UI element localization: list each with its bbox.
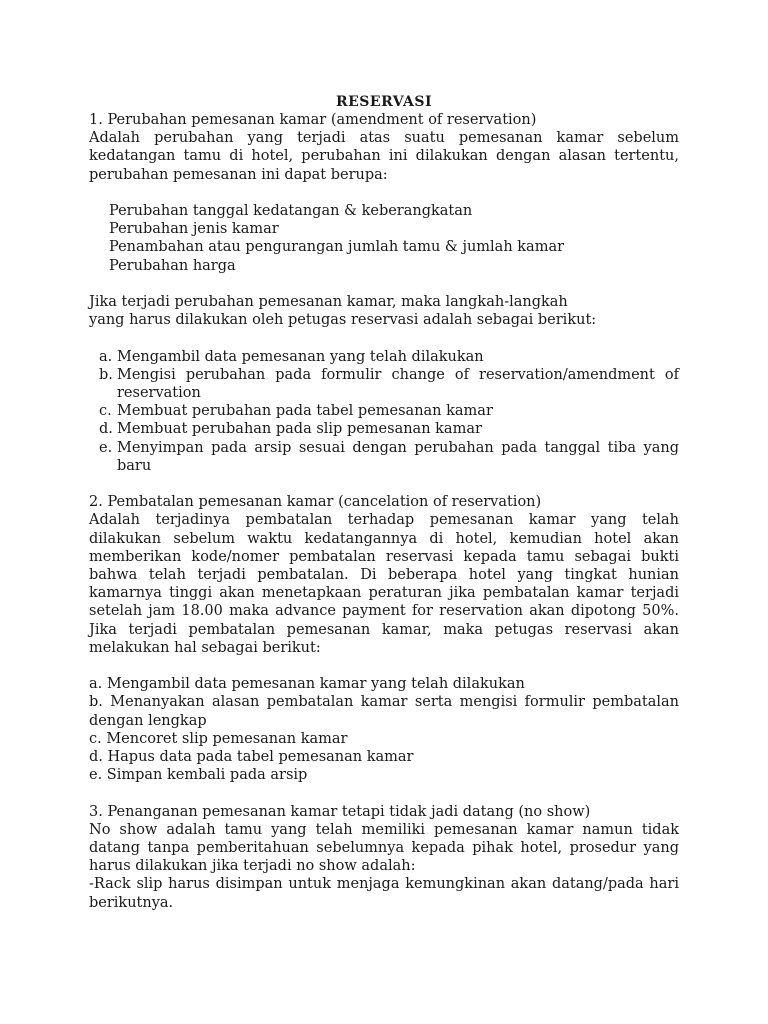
list-item: Perubahan jenis kamar bbox=[109, 221, 279, 238]
section2-steps-list bbox=[89, 675, 679, 784]
list-item-text: Mengambil data pemesanan yang telah dilakukan bbox=[117, 348, 484, 365]
list-item-text: Membuat perubahan pada slip pemesanan kamar bbox=[117, 421, 482, 438]
list-item-text: Menyimpan pada arsip sesuai dengan perubahan pada tanggal tiba yang baru bbox=[117, 439, 679, 474]
list-item: Perubahan tanggal kedatangan & keberangkatan bbox=[109, 203, 473, 219]
list-marker: e. bbox=[99, 439, 113, 456]
section3-heading: 3. Penanganan pemesanan kamar tetapi tidak jadi datang (no show) bbox=[89, 803, 591, 820]
list-item: b. Menanyakan alasan pembatalan kamar serta mengisi formulir pembatalan dengan lengkap bbox=[89, 694, 679, 729]
spacer bbox=[89, 784, 679, 802]
list-item bbox=[99, 366, 679, 402]
spacer bbox=[89, 184, 679, 202]
list-marker: d. bbox=[99, 421, 113, 438]
list-item bbox=[99, 402, 679, 420]
list-marker: c. bbox=[99, 403, 112, 420]
list-marker: b. bbox=[99, 366, 113, 383]
list-item: a. Mengambil data pemesanan kamar yang telah dilakukan bbox=[89, 676, 525, 693]
section1-heading: 1. Perubahan pemesanan kamar (amendment of reservation) bbox=[89, 112, 537, 128]
document-title: RESERVASI bbox=[335, 94, 433, 110]
list-item: c. Mencoret slip pemesanan kamar bbox=[89, 730, 348, 747]
spacer bbox=[89, 275, 679, 293]
spacer bbox=[89, 475, 679, 493]
spacer bbox=[89, 657, 679, 675]
list-item: Penambahan atau pengurangan jumlah tamu & jumlah kamar bbox=[109, 239, 565, 256]
section2-body: Adalah terjadinya pembatalan terhadap pemesanan kamar yang telah dilakukan sebelum waktu kedatangannya di hotel, kemudian hotel akan memberikan kode/nomer pembatalan reservasi kepada tamu sebagai bukti bahwa telah terjadi pembatalan. Di beberapa hotel yang tingkat hunian kamarnya tinggi akan menetapkaan peraturan jika pembatalan kamar terjadi setelah jam 18.00 maka advance payment for reservation akan dipotong 50%. Jika terjadi pembatalan pemesanan kamar, maka petugas reservasi akan melakukan hal sebagai berikut: bbox=[89, 512, 679, 656]
list-item-text: Membuat perubahan pada tabel pemesanan kamar bbox=[117, 403, 493, 420]
section1-changes-list bbox=[89, 202, 679, 275]
section1-intro: Adalah perubahan yang terjadi atas suatu pemesanan kamar sebelum kedatangan tamu di hotel, perubahan ini dilakukan dengan alasan tertentu, perubahan pemesanan ini dapat berupa: bbox=[89, 130, 679, 183]
section2-heading: 2. Pembatalan pemesanan kamar (cancelation of reservation) bbox=[89, 494, 542, 511]
document-page bbox=[89, 93, 679, 912]
list-item: Perubahan harga bbox=[109, 257, 236, 274]
section1-steps-intro-line1: Jika terjadi perubahan pemesanan kamar, maka langkah-langkah bbox=[89, 294, 568, 310]
list-item-text: Mengisi perubahan pada formulir change of reservation/amendment of reservation bbox=[117, 366, 679, 401]
section3-point: -Rack slip harus disimpan untuk menjaga kemungkinan akan datang/pada hari berikutnya. bbox=[89, 876, 679, 911]
list-item: d. Hapus data pada tabel pemesanan kamar bbox=[89, 749, 414, 766]
list-item bbox=[99, 348, 679, 366]
list-marker: a. bbox=[99, 348, 113, 365]
section3-body: No show adalah tamu yang telah memiliki pemesanan kamar namun tidak datang tanpa pemberitahuan sebelumnya kepada pihak hotel, prosedur yang harus dilakukan jika terjadi no show adalah: bbox=[89, 821, 679, 875]
section1-steps-list bbox=[89, 348, 679, 475]
spacer bbox=[89, 329, 679, 347]
list-item bbox=[99, 420, 679, 438]
section1-steps-intro-line2: yang harus dilakukan oleh petugas reservasi adalah sebagai berikut: bbox=[89, 312, 597, 329]
list-item: e. Simpan kembali pada arsip bbox=[89, 767, 308, 784]
list-item bbox=[99, 439, 679, 475]
